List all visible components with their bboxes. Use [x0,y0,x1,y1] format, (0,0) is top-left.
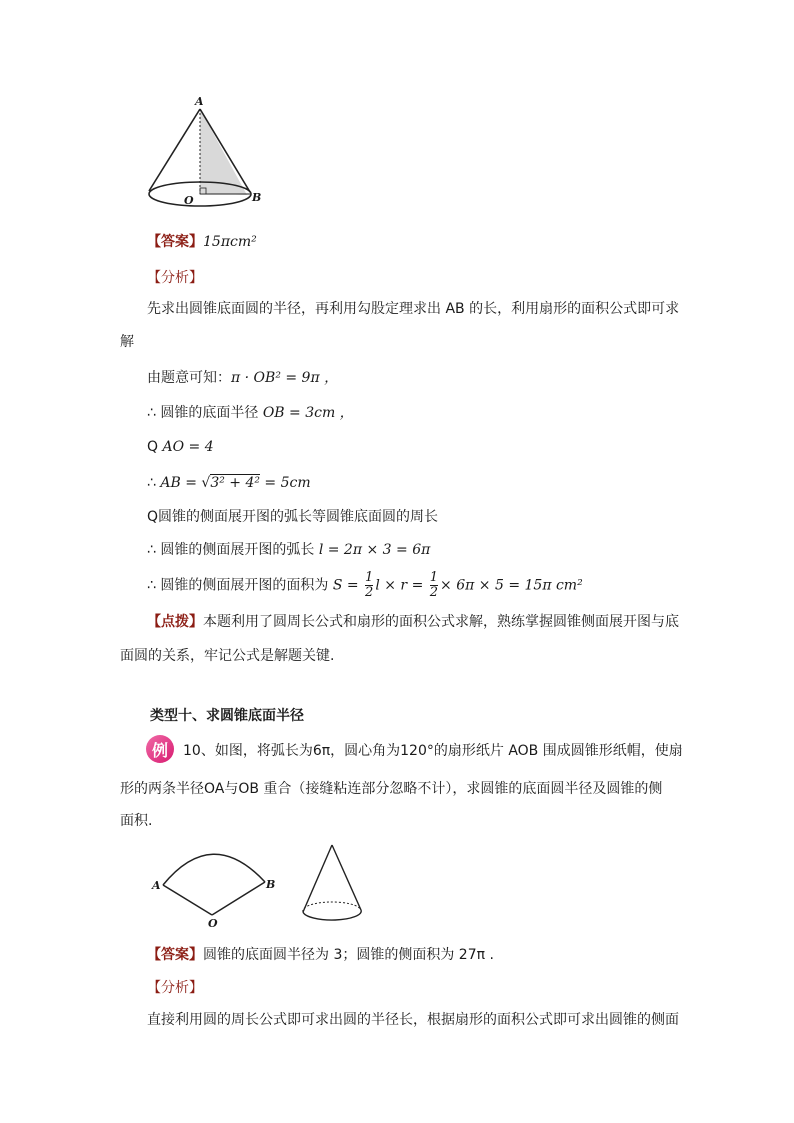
cone-2-base-front [303,910,361,920]
label-o: O [184,194,194,207]
cone-2-svg [295,840,375,930]
frac-den-1: 2 [365,585,374,600]
cone-left-edge [149,109,200,191]
cone-figure-1 [140,95,275,215]
step-1 [147,368,338,388]
step-6-text: ∴ 圆锥的侧面展开图的弧长 [147,542,319,558]
sector-figure [145,835,285,930]
step-7-math-b: l × r = [375,577,428,594]
sqrt-symbol: √ [201,475,211,491]
analysis-intro-line1: 先求出圆锥底面圆的半径，再利用勾股定理求出 AB 的长，利用扇形的面积公式即可求 [147,301,680,317]
label-b: B [252,191,262,204]
step-2-math: OB = 3cm ， [262,405,354,421]
tip-tag: 【点拨】 [147,614,203,630]
step-3-math: AO = 4 [162,439,214,455]
step-7 [147,571,583,600]
step-3-text: Q [147,439,163,455]
answer-tag: 【答案】 [147,234,203,250]
sector-svg [145,835,285,930]
cone-2-base-back [303,902,361,912]
step-7-text: ∴ 圆锥的侧面展开图的面积为 [147,577,333,594]
step-3 [147,437,214,457]
step-6-math: l = 2π × 3 = 6π [318,542,431,558]
step-2-text: ∴ 圆锥的底面半径 [147,405,263,421]
tip-1-line1 [147,612,679,632]
step-4-math-pre: AB = [160,475,202,491]
sector-radius-ob [212,882,265,915]
fraction-half-2 [430,571,438,600]
frac-num-1: 1 [365,570,374,585]
label-sector-b: B [266,878,276,891]
step-4-math-post: = 5cm [259,475,311,491]
example-badge: 例 [146,735,174,763]
label-a: A [195,95,204,108]
example-line2: 形的两条半径OA与OB 重合（接缝粘连部分忽略不计），求圆锥的底面圆半径及圆锥的侧 [120,781,663,797]
analysis-2-line1: 直接利用圆的周长公式即可求出圆的半径长，根据扇形的面积公式即可求出圆锥的侧面 [147,1012,679,1028]
step-4-text: ∴ [147,475,161,491]
answer-value: 15πcm² [203,234,257,250]
tip-text-1: 本题利用了圆周长公式和扇形的面积公式求解，熟练掌握圆锥侧面展开图与底 [203,614,679,630]
tip-1-line2: 面圆的关系，牢记公式是解题关键. [120,648,335,664]
answer-2 [147,945,494,965]
frac-num-2: 1 [429,570,439,585]
analysis-intro-line2: 解 [120,334,134,350]
sector-arc [163,854,265,885]
step-5: Q圆锥的侧面展开图的弧长等圆锥底面圆的周长 [147,509,439,525]
step-1-text: 由题意可知： [147,370,231,386]
section-title: 类型十、求圆锥底面半径 [150,708,304,724]
step-7-math-c: × 6π × 5 = 15π cm² [440,577,583,594]
frac-den-2: 2 [429,585,439,600]
label-sector-o: O [208,917,218,930]
cone-2-right [332,845,361,910]
answer-1 [147,232,257,252]
analysis-tag-2: 【分析】 [147,980,203,996]
fraction-half-1 [365,571,373,600]
cone-figure-2 [295,840,375,930]
step-1-math: π · OB² = 9π ， [231,370,339,386]
step-7-math-a: S = [332,577,364,594]
step-6 [147,540,430,560]
answer-2-value: 圆锥的底面圆半径为 3；圆锥的侧面积为 27π . [203,947,494,963]
example-line1: 10、如图，将弧长为6π，圆心角为120°的扇形纸片 AOB 围成圆锥形纸帽，使扇 [183,743,683,759]
answer-2-tag: 【答案】 [147,947,203,963]
label-sector-a: A [152,879,161,892]
sector-radius-oa [163,885,212,915]
step-4-radicand: 3² + 4² [210,475,260,491]
analysis-tag-1: 【分析】 [147,270,203,286]
step-2 [147,403,354,423]
example-line3: 面积. [120,813,153,829]
step-4 [147,473,311,493]
